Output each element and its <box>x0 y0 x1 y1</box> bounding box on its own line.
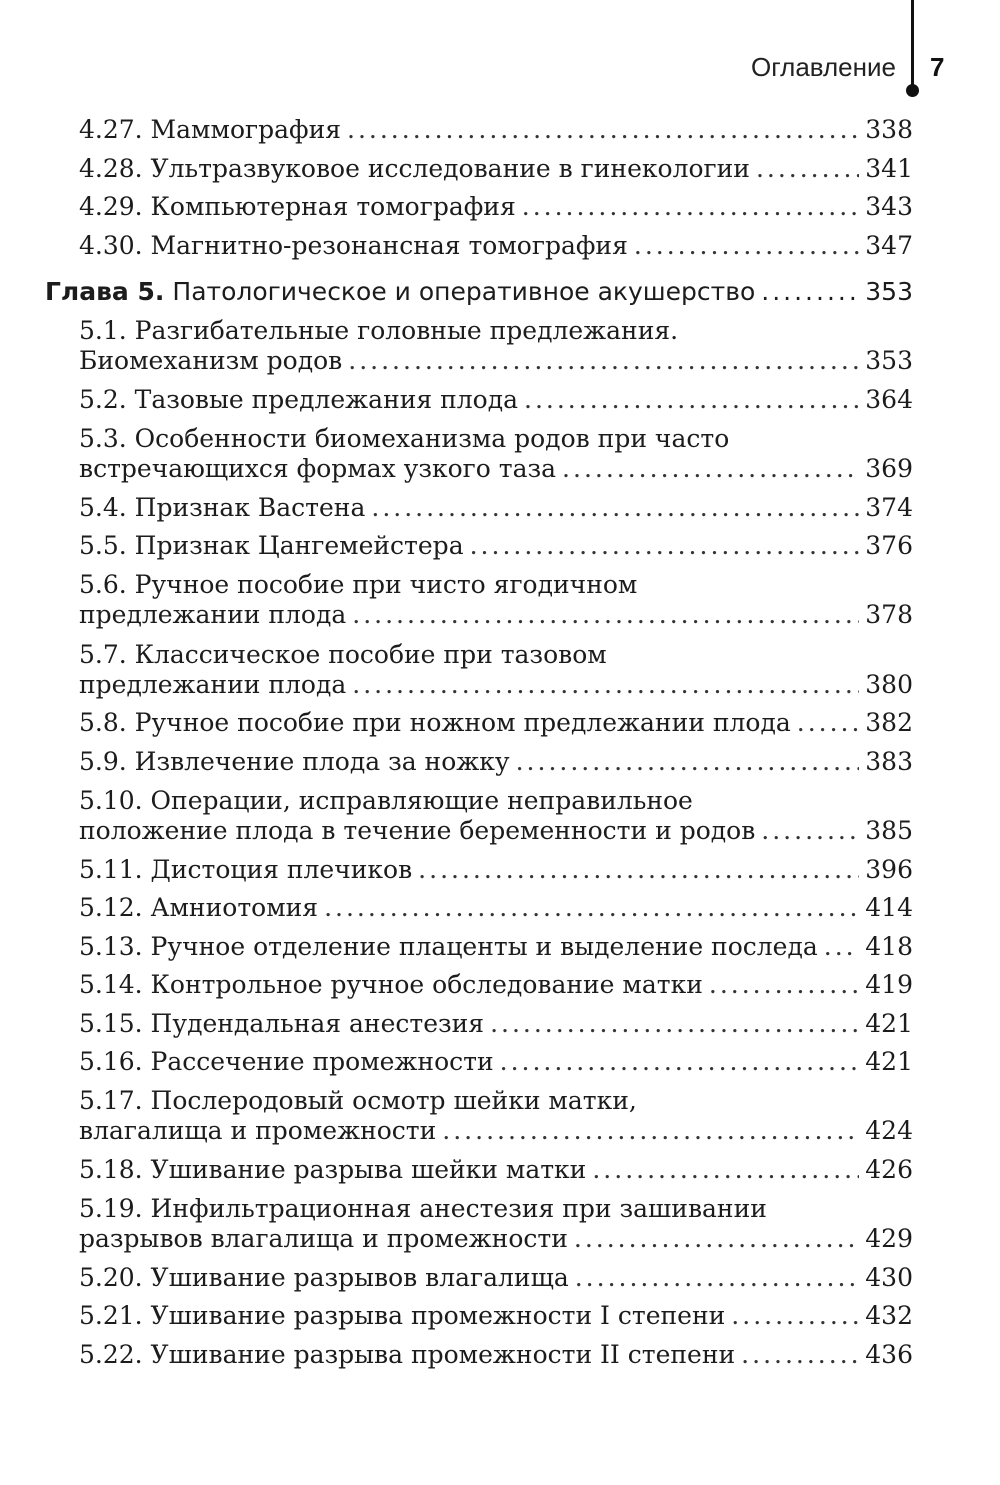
toc-entry-title-cont: предлежании плода <box>79 670 347 699</box>
chapter-label: Глава 5. <box>45 277 165 306</box>
toc-entry-page: 382 <box>865 708 913 737</box>
toc-entry[interactable] <box>79 1047 913 1081</box>
toc-entry[interactable] <box>79 1340 913 1374</box>
toc-entry-title: 5.1. Разгибательные головные предлежания. <box>79 316 679 345</box>
toc-entry[interactable] <box>79 708 913 742</box>
toc-entry[interactable] <box>79 115 913 149</box>
toc-entry[interactable] <box>79 1224 913 1258</box>
toc-entry[interactable] <box>79 670 913 704</box>
chapter-page: 353 <box>865 277 913 306</box>
toc-entry-page: 385 <box>865 816 913 845</box>
toc-entry-title: 5.16. Рассечение промежности <box>79 1047 494 1076</box>
toc-entry-title: 5.9. Извлечение плода за ножку <box>79 747 510 776</box>
toc-entry-line1[interactable] <box>79 640 913 674</box>
toc-entry-title: 5.11. Дистоция плечиков <box>79 855 413 884</box>
header-rule <box>911 0 914 88</box>
toc-entry[interactable] <box>79 231 913 265</box>
toc-entry-page: 436 <box>865 1340 913 1369</box>
toc-entry-title: 5.12. Амниотомия <box>79 893 319 922</box>
header-rule-dot <box>906 84 919 97</box>
toc-entry-page: 429 <box>865 1224 913 1253</box>
toc-entry-page: 414 <box>865 893 913 922</box>
toc-entry-title: 5.19. Инфильтрационная анестезия при зашивании <box>79 1194 767 1223</box>
toc-entry[interactable] <box>79 493 913 527</box>
toc-entry-page: 380 <box>865 670 913 699</box>
toc-entry[interactable] <box>79 1116 913 1150</box>
toc-entry-line1[interactable] <box>79 1194 913 1228</box>
toc-entry-title: 5.2. Тазовые предлежания плода <box>79 385 519 414</box>
toc-entry-line1[interactable] <box>79 424 913 458</box>
toc-entry-page: 418 <box>865 932 913 961</box>
toc-entry-title: 5.20. Ушивание разрывов влагалища <box>79 1263 569 1292</box>
toc-entry-page: 432 <box>865 1301 913 1330</box>
chapter-heading[interactable] <box>45 277 913 311</box>
toc-entry[interactable] <box>79 1301 913 1335</box>
toc-entry-title: 5.10. Операции, исправляющие неправильное <box>79 786 693 815</box>
toc-entry-title-cont: влагалища и промежности <box>79 1116 437 1145</box>
toc-entry-title: 5.13. Ручное отделение плаценты и выделение последа <box>79 932 818 961</box>
toc-entry-page: 378 <box>865 600 913 629</box>
toc-entry-page: 430 <box>865 1263 913 1292</box>
toc-entry[interactable] <box>79 346 913 380</box>
toc-entry-title: 5.3. Особенности биомеханизма родов при часто <box>79 424 730 453</box>
toc-entry[interactable] <box>79 192 913 226</box>
toc-entry[interactable] <box>79 600 913 634</box>
toc-entry-title: 5.18. Ушивание разрыва шейки матки <box>79 1155 587 1184</box>
running-header: Оглавление <box>751 52 896 82</box>
toc-entry-title: 5.15. Пудендальная анестезия <box>79 1009 485 1038</box>
toc-entry-title: 4.30. Магнитно-резонансная томография <box>79 231 628 260</box>
toc-entry[interactable] <box>79 855 913 889</box>
toc-entry-title-cont: разрывов влагалища и промежности <box>79 1224 568 1253</box>
toc-entry[interactable] <box>79 531 913 565</box>
toc-entry-page: 424 <box>865 1116 913 1145</box>
toc-entry[interactable] <box>79 154 913 188</box>
toc-entry-page: 347 <box>865 231 913 260</box>
toc-entry[interactable] <box>79 747 913 781</box>
toc-entry-title: 5.5. Признак Цангемейстера <box>79 531 464 560</box>
toc-entry-title: 5.17. Послеродовый осмотр шейки матки, <box>79 1086 637 1115</box>
toc-entry-page: 383 <box>865 747 913 776</box>
toc-entry-title-cont: Биомеханизм родов <box>79 346 343 375</box>
toc-entry-page: 369 <box>865 454 913 483</box>
toc-entry-page: 338 <box>865 115 913 144</box>
toc-entry-title: 5.6. Ручное пособие при чисто ягодичном <box>79 570 638 599</box>
toc-entry-title: 4.28. Ультразвуковое исследование в гинекологии <box>79 154 750 183</box>
toc-entry-page: 376 <box>865 531 913 560</box>
toc-entry[interactable] <box>79 454 913 488</box>
toc-entry-page: 421 <box>865 1047 913 1076</box>
toc-entry[interactable] <box>79 970 913 1004</box>
toc-entry-page: 396 <box>865 855 913 884</box>
toc-entry-line1[interactable] <box>79 316 913 350</box>
toc-entry-title: 4.27. Маммография <box>79 115 342 144</box>
chapter-title: Патологическое и оперативное акушерство <box>172 277 756 306</box>
toc-entry-title: 5.7. Классическое пособие при тазовом <box>79 640 607 669</box>
toc-entry[interactable] <box>79 1155 913 1189</box>
toc-entry-title: 5.22. Ушивание разрыва промежности II степени <box>79 1340 736 1369</box>
toc-entry-line1[interactable] <box>79 1086 913 1120</box>
toc-entry-title-cont: положение плода в течение беременности и родов <box>79 816 756 845</box>
toc-entry-title-cont: предлежании плода <box>79 600 347 629</box>
toc-entry-title: 4.29. Компьютерная томография <box>79 192 516 221</box>
toc-entry-line1[interactable] <box>79 786 913 820</box>
toc-entry[interactable] <box>79 893 913 927</box>
toc-entry-title: 5.8. Ручное пособие при ножном предлежании плода <box>79 708 791 737</box>
toc-entry[interactable] <box>79 932 913 966</box>
toc-entry-page: 419 <box>865 970 913 999</box>
toc-entry-page: 353 <box>865 346 913 375</box>
toc-entry-title: 5.4. Признак Вастена <box>79 493 366 522</box>
toc-entry[interactable] <box>79 1009 913 1043</box>
toc-entry-page: 341 <box>865 154 913 183</box>
toc-entry-page: 364 <box>865 385 913 414</box>
toc-entry[interactable] <box>79 816 913 850</box>
toc-entry-title: 5.21. Ушивание разрыва промежности I степени <box>79 1301 726 1330</box>
toc-entry[interactable] <box>79 385 913 419</box>
toc-entry-page: 426 <box>865 1155 913 1184</box>
page-number: 7 <box>930 52 945 82</box>
toc-entry-title: 5.14. Контрольное ручное обследование матки <box>79 970 703 999</box>
toc-entry-page: 421 <box>865 1009 913 1038</box>
toc-entry-page: 343 <box>865 192 913 221</box>
toc-entry[interactable] <box>79 1263 913 1297</box>
toc-entry-line1[interactable] <box>79 570 913 604</box>
toc-entry-title-cont: встречающихся формах узкого таза <box>79 454 557 483</box>
toc-entry-page: 374 <box>865 493 913 522</box>
